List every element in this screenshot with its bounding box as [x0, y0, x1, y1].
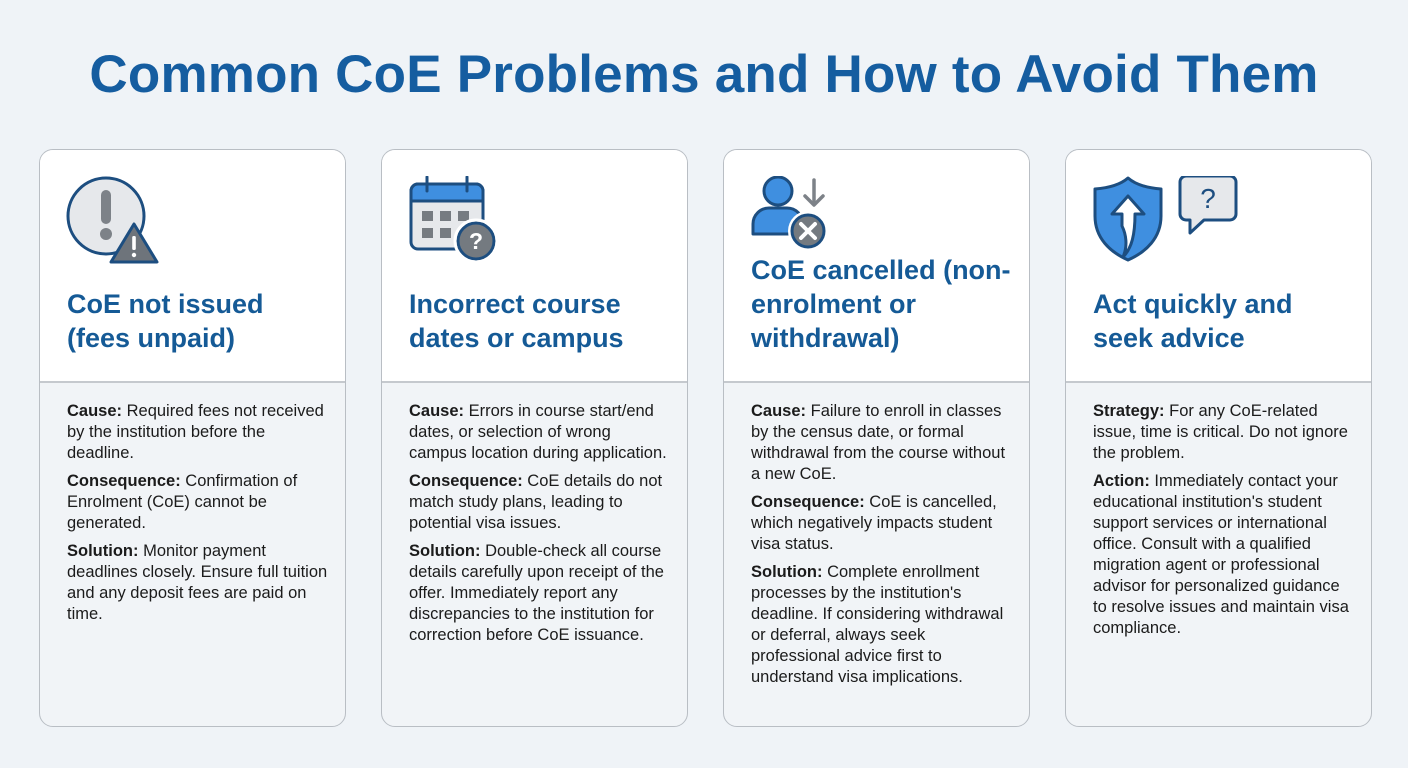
consequence-text: CoE is cancelled, which negatively impacts student visa status. [751, 493, 997, 553]
solution-text: Complete enrollment processes by the institution's deadline. If considering withdrawal or deferral, always seek professional advice first to understand visa implications. [751, 563, 1004, 686]
strategy-paragraph [1093, 401, 1355, 464]
calendar-question-icon [408, 176, 661, 266]
cause-label: Cause: [67, 402, 123, 420]
cause-text: Errors in course start/end dates, or selection of wrong campus location during application. [409, 402, 667, 462]
svg-text:?: ? [468, 228, 484, 254]
warning-alert-icon [66, 176, 319, 266]
card-header [40, 150, 345, 383]
strategy-label: Strategy: [1093, 402, 1165, 420]
action-text: Immediately contact your educational institution's student support services or international office. Consult with a qualified migration agent or professional advisor for personalized guidance to resolve issues and maintain visa compliance. [1093, 472, 1349, 637]
consequence-label: Consequence: [67, 472, 181, 490]
card-header [724, 150, 1029, 383]
consequence-paragraph [67, 471, 329, 534]
card-body [40, 383, 345, 632]
card-incorrect-course-dates [381, 149, 688, 727]
card-coe-not-issued [39, 149, 346, 727]
card-title: CoE cancelled (non-enrolment or withdrawal) [751, 255, 1011, 353]
cards-row [39, 149, 1372, 727]
solution-text: Monitor payment deadlines closely. Ensure full tuition and any deposit fees are paid on time. [67, 542, 328, 623]
consequence-text: CoE details do not match study plans, leading to potential visa issues. [409, 472, 663, 532]
shield-advice-icon [1092, 176, 1345, 266]
page-title: Common CoE Problems and How to Avoid Them [89, 45, 1319, 104]
solution-text: Double-check all course details carefully upon receipt of the offer. Immediately report any discrepancies to the institution for correction before CoE issuance. [409, 542, 664, 644]
solution-label: Solution: [67, 542, 139, 560]
cause-label: Cause: [751, 402, 807, 420]
solution-paragraph [751, 562, 1013, 688]
consequence-text: Confirmation of Enrolment (CoE) cannot be generated. [67, 472, 298, 532]
card-title: CoE not issued (fees unpaid) [67, 289, 264, 353]
card-header [1066, 150, 1371, 383]
action-label: Action: [1093, 472, 1150, 490]
card-title: Incorrect course dates or campus [409, 289, 624, 353]
solution-label: Solution: [409, 542, 481, 560]
card-body [1066, 383, 1371, 646]
consequence-paragraph [751, 492, 1013, 555]
cause-text: Failure to enroll in classes by the census date, or formal withdrawal from the course without a new CoE. [751, 402, 1006, 483]
solution-paragraph [409, 541, 671, 646]
svg-text:?: ? [1200, 183, 1216, 214]
card-coe-cancelled [723, 149, 1030, 727]
cause-label: Cause: [409, 402, 465, 420]
consequence-paragraph [409, 471, 671, 534]
cause-paragraph [751, 401, 1013, 485]
card-header [382, 150, 687, 383]
solution-paragraph [67, 541, 329, 625]
cause-text: Required fees not received by the institution before the deadline. [67, 402, 324, 462]
action-paragraph [1093, 471, 1355, 639]
cause-paragraph [67, 401, 329, 464]
card-body [382, 383, 687, 653]
consequence-label: Consequence: [751, 493, 865, 511]
card-body [724, 383, 1029, 695]
card-act-quickly [1065, 149, 1372, 727]
solution-label: Solution: [751, 563, 823, 581]
consequence-label: Consequence: [409, 472, 523, 490]
card-title: Act quickly and seek advice [1093, 289, 1293, 353]
strategy-text: For any CoE-related issue, time is critical. Do not ignore the problem. [1093, 402, 1348, 462]
cause-paragraph [409, 401, 671, 464]
